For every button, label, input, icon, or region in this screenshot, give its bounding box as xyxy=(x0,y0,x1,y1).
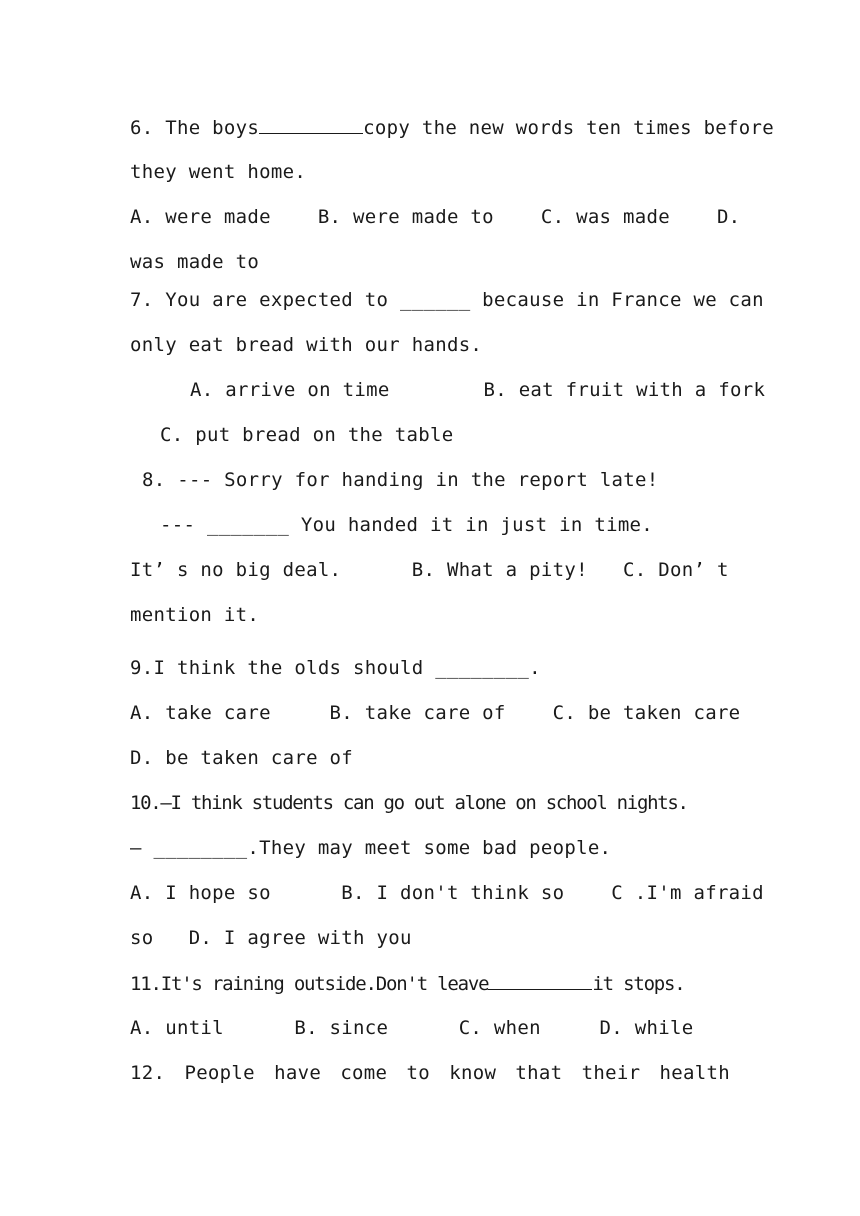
q11-stem xyxy=(130,970,730,997)
q6-stem-start: 6. The boys xyxy=(130,117,260,139)
q6-options-line-1: A. were made B. were made to C. was made D. xyxy=(130,206,741,228)
q8-options-line-1: It’ s no big deal. B. What a pity! C. Don’ t xyxy=(130,559,729,581)
q9-options-line-1: A. take care B. take care of C. be taken care xyxy=(130,702,741,724)
q8-options-line-2: mention it. xyxy=(130,604,260,626)
q8-dialog-line-1: 8. --- Sorry for handing in the report late! xyxy=(142,469,659,491)
q6-answer-blank xyxy=(259,114,363,134)
q12-stem-line-1: 12. People have come to know that their health xyxy=(130,1062,730,1084)
q9-stem: 9.I think the olds should ________. xyxy=(130,657,541,679)
q11-options: A. until B. since C. when D. while xyxy=(130,1017,694,1039)
q10-dialog-line-1: 10.—I think students can go out alone on school nights. xyxy=(130,792,688,814)
q6-stem-line-1 xyxy=(130,114,775,141)
q7-options-ab: A. arrive on time B. eat fruit with a fork xyxy=(190,379,766,401)
q6-stem-line-2: they went home. xyxy=(130,161,307,183)
q6-stem-end: copy the new words ten times before xyxy=(363,117,775,139)
q10-options-line-2: so D. I agree with you xyxy=(130,927,412,949)
q10-dialog-line-2: — ________.They may meet some bad people. xyxy=(130,837,612,859)
q7-stem-line-2: only eat bread with our hands. xyxy=(130,334,483,356)
q9-options-line-2: D. be taken care of xyxy=(130,747,354,769)
q8-dialog-line-2: --- _______ You handed it in just in time. xyxy=(160,514,654,536)
q7-stem-line-1: 7. You are expected to ______ because in France we can xyxy=(130,289,764,311)
q7-option-c: C. put bread on the table xyxy=(160,424,454,446)
q6-options-line-2: was made to xyxy=(130,251,260,273)
q10-options-line-1: A. I hope so B. I don't think so C .I'm afraid xyxy=(130,882,764,904)
q11-stem-end: it stops. xyxy=(592,973,685,995)
q11-stem-start: 11.It's raining outside.Don't leave xyxy=(130,973,489,995)
q11-answer-blank xyxy=(488,970,592,990)
